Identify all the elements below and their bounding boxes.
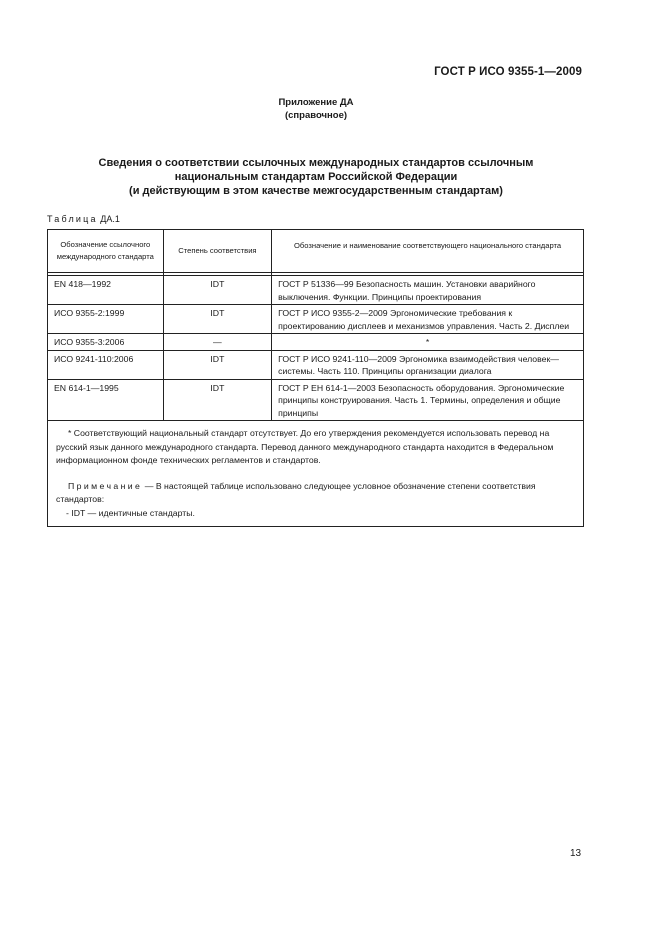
cell-reference: EN 418—1992 bbox=[48, 276, 164, 305]
section-title bbox=[48, 156, 584, 198]
table-row bbox=[48, 305, 584, 334]
table-row bbox=[48, 379, 584, 421]
title-line-1: Сведения о соответствии ссылочных международных стандартов ссылочным bbox=[98, 157, 534, 169]
cell-national: * bbox=[272, 334, 584, 351]
table-caption-word: Таблица bbox=[47, 214, 98, 224]
cell-reference: ИСО 9355-2:1999 bbox=[48, 305, 164, 334]
table-caption bbox=[47, 214, 120, 224]
appendix-heading bbox=[0, 96, 632, 122]
appendix-type: (справочное) bbox=[284, 110, 348, 121]
note-label: Примечание bbox=[68, 480, 143, 491]
table-row bbox=[48, 276, 584, 305]
cell-degree: — bbox=[163, 334, 272, 351]
correspondence-table bbox=[47, 229, 584, 527]
cell-reference: EN 614-1—1995 bbox=[48, 379, 164, 421]
cell-degree: IDT bbox=[163, 276, 272, 305]
footnote-cell bbox=[48, 421, 584, 527]
table-row bbox=[48, 334, 584, 351]
table-header-row bbox=[48, 230, 584, 273]
document-code-header: ГОСТ Р ИСО 9355-1—2009 bbox=[434, 66, 582, 78]
footnote-text: * Соответствующий национальный стандарт отсутствует. До его утверждения рекомендуется использовать перевод на русский язык данного международного стандарта. Перевод данного международного стандарта находится в Федеральном информационном фонде технических регламентов и стандартов. bbox=[56, 428, 554, 465]
note-list-item: - IDT — идентичные стандарты. bbox=[66, 507, 195, 518]
header-degree: Степень соответствия bbox=[163, 230, 272, 273]
cell-reference: ИСО 9241-110:2006 bbox=[48, 350, 164, 379]
header-national-standard: Обозначение и наименование соответствующего национального стандарта bbox=[272, 230, 584, 273]
cell-national: ГОСТ Р ЕН 614-1—2003 Безопасность оборудования. Эргономические принципы конструирования. Часть 1. Термины, определения и общие принципы bbox=[272, 379, 584, 421]
title-line-2: национальным стандартам Российской Федерации bbox=[174, 171, 458, 183]
page-number: 13 bbox=[570, 848, 582, 859]
header-reference-standard: Обозначение ссылочного международного стандарта bbox=[48, 230, 164, 273]
cell-national: ГОСТ Р 51336—99 Безопасность машин. Установки аварийного выключения. Функции. Принципы проектирования bbox=[272, 276, 584, 305]
note-text: — В настоящей таблице использовано следующее условное обозначение степени соответствия стандартов: bbox=[56, 480, 536, 504]
cell-degree: IDT bbox=[163, 379, 272, 421]
cell-national: ГОСТ Р ИСО 9241-110—2009 Эргономика взаимодействия человек—системы. Часть 110. Принципы организации диалога bbox=[272, 350, 584, 379]
cell-degree: IDT bbox=[163, 350, 272, 379]
title-line-3: (и действующим в этом качестве межгосударственным стандартам) bbox=[129, 185, 503, 197]
appendix-label: Приложение ДА bbox=[278, 97, 354, 108]
cell-national: ГОСТ Р ИСО 9355-2—2009 Эргономические требования к проектированию дисплеев и механизмов управления. Часть 2. Дисплеи bbox=[272, 305, 584, 334]
table-note bbox=[56, 480, 575, 507]
cell-degree: IDT bbox=[163, 305, 272, 334]
cell-reference: ИСО 9355-3:2006 bbox=[48, 334, 164, 351]
table-footnote-row bbox=[48, 421, 584, 527]
table-caption-number: ДА.1 bbox=[100, 214, 120, 224]
table-row bbox=[48, 350, 584, 379]
